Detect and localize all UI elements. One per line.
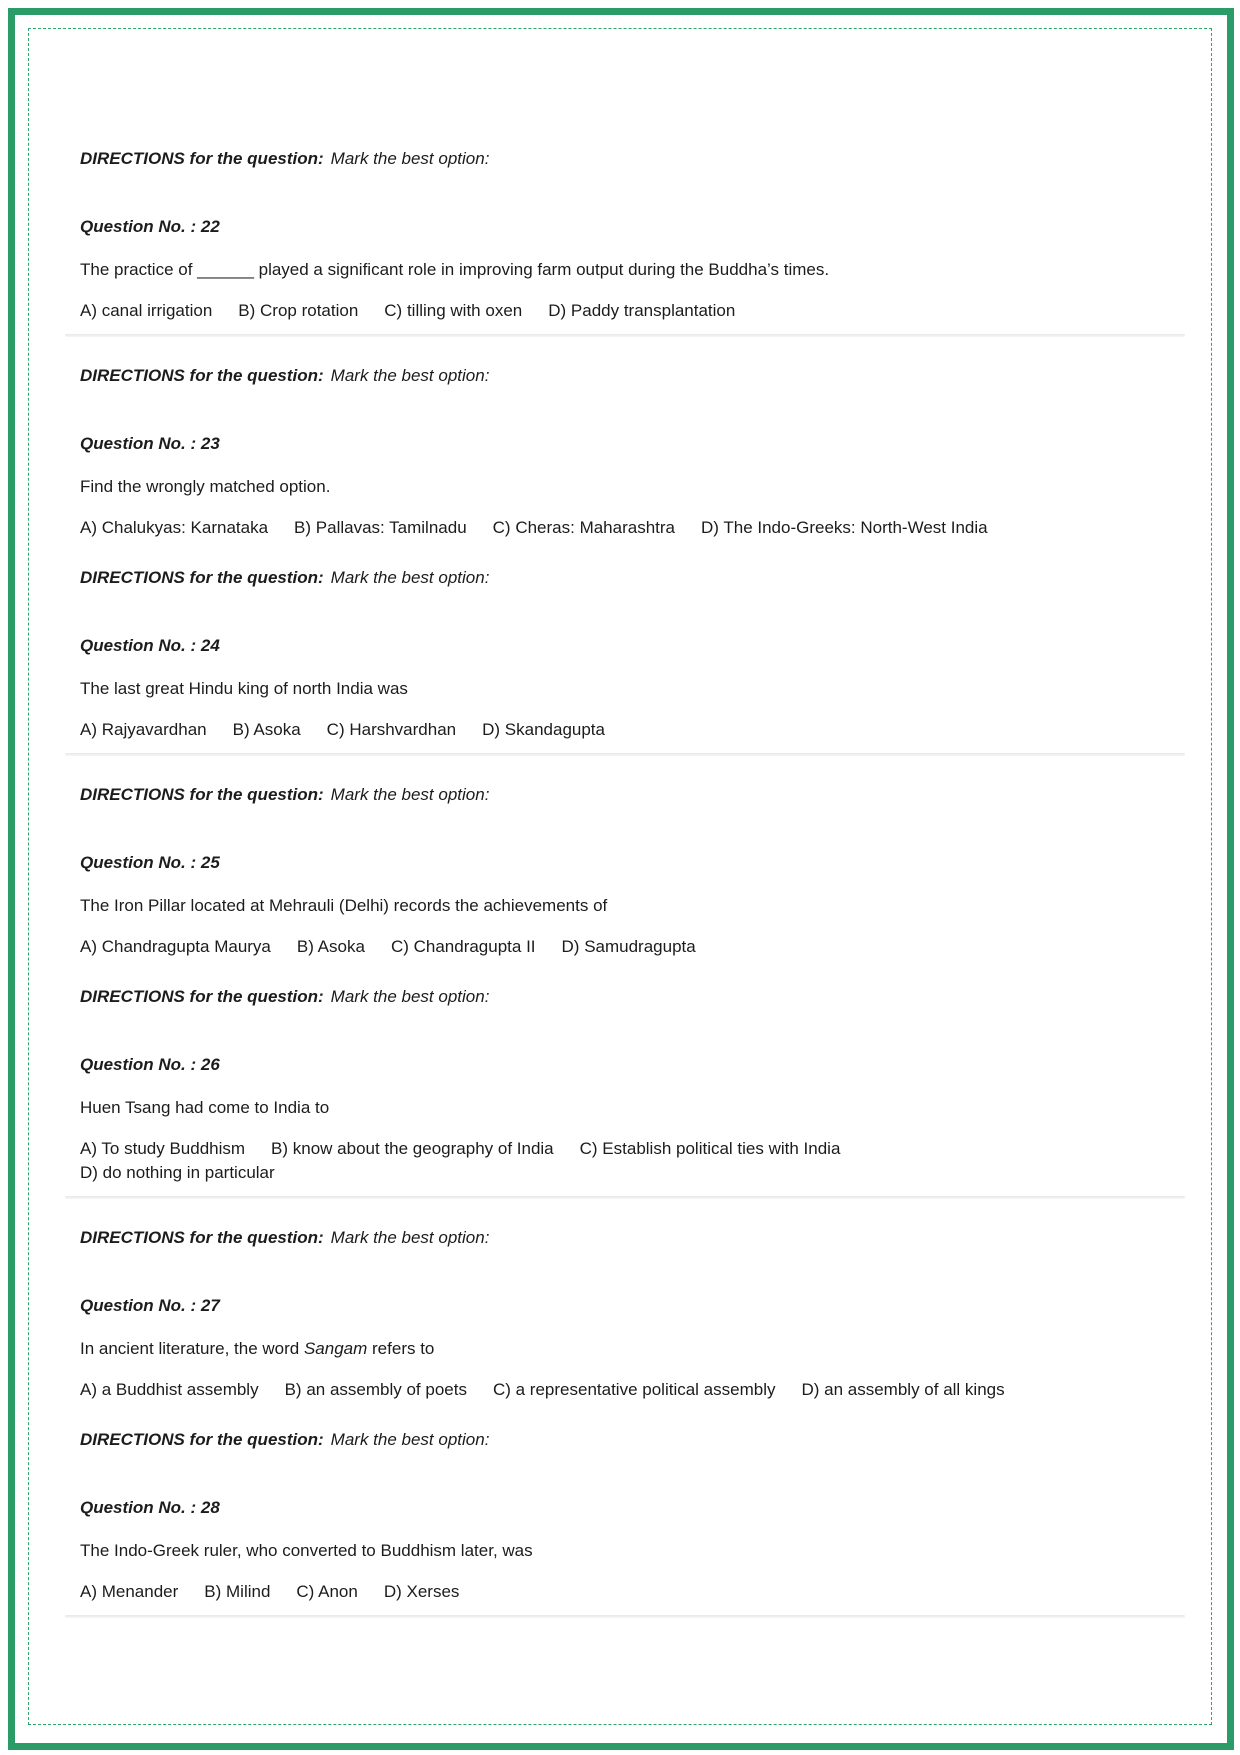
question-text-part: The practice of ______ played a significant role in improving farm output during the Buddha’s times. (80, 260, 830, 279)
question-number: Question No. : 26 (80, 1055, 220, 1074)
option-item: C) Chandragupta II (390, 937, 536, 956)
option-item: B) Asoka (232, 720, 301, 739)
directions-line (80, 148, 1185, 170)
option-item: D) Paddy transplantation (548, 301, 736, 320)
option-item: C) Establish political ties with India (579, 1139, 841, 1158)
question-text-part: In ancient literature, the word (80, 1339, 304, 1358)
directions-line (80, 1429, 1185, 1451)
directions-line (80, 784, 1185, 806)
directions-label: DIRECTIONS for the question: (80, 987, 324, 1006)
question-block (80, 148, 1185, 337)
option-item: C) Harshvardhan (326, 720, 457, 739)
option-item: B) Crop rotation (238, 301, 359, 320)
option-item: A) canal irrigation (80, 301, 213, 320)
option-item: A) Chandragupta Maurya (80, 937, 271, 956)
section-divider (65, 1196, 1185, 1199)
directions-label: DIRECTIONS for the question: (80, 366, 324, 385)
option-item: A) a Buddhist assembly (80, 1380, 259, 1399)
question-text (80, 259, 1185, 281)
options-line (80, 719, 1185, 741)
question-number: Question No. : 25 (80, 853, 220, 872)
option-item: D) Xerses (383, 1582, 460, 1601)
options-line (80, 300, 1185, 322)
directions-label: DIRECTIONS for the question: (80, 785, 324, 804)
options-group (80, 1379, 1185, 1401)
question-block (80, 567, 1185, 756)
directions-instruction: Mark the best option: (330, 1430, 490, 1449)
option-item: C) a representative political assembly (492, 1380, 776, 1399)
question-block (80, 986, 1185, 1199)
option-item: D) Skandagupta (482, 720, 605, 739)
directions-label: DIRECTIONS for the question: (80, 149, 324, 168)
question-block (80, 784, 1185, 958)
options-group (80, 517, 1185, 539)
option-item: D) The Indo-Greeks: North-West India (701, 518, 988, 537)
directions-line (80, 1227, 1185, 1249)
options-line (80, 1581, 1185, 1603)
option-item: C) Anon (296, 1582, 358, 1601)
question-text (80, 678, 1185, 700)
question-block (80, 1429, 1185, 1618)
section-divider (65, 334, 1185, 337)
question-text (80, 895, 1185, 917)
question-text-part: Find the wrongly matched option. (80, 477, 331, 496)
options-group (80, 1138, 1185, 1184)
option-item: B) Pallavas: Tamilnadu (294, 518, 467, 537)
option-item: B) Asoka (296, 937, 365, 956)
directions-label: DIRECTIONS for the question: (80, 568, 324, 587)
question-text-part: The last great Hindu king of north India was (80, 679, 408, 698)
question-number: Question No. : 22 (80, 217, 220, 236)
question-text-part: refers to (367, 1339, 435, 1358)
directions-instruction: Mark the best option: (330, 568, 490, 587)
question-number: Question No. : 28 (80, 1498, 220, 1517)
option-item: D) do nothing in particular (80, 1163, 275, 1182)
question-text (80, 1338, 1185, 1360)
option-item: A) To study Buddhism (80, 1139, 246, 1158)
options-line (80, 1379, 1185, 1401)
option-item: B) know about the geography of India (271, 1139, 554, 1158)
option-item: D) Samudragupta (561, 937, 696, 956)
directions-label: DIRECTIONS for the question: (80, 1228, 324, 1247)
options-line (80, 936, 1185, 958)
options-group (80, 300, 1185, 322)
directions-instruction: Mark the best option: (330, 366, 490, 385)
question-text-part: The Iron Pillar located at Mehrauli (Delhi) records the achievements of (80, 896, 608, 915)
options-group (80, 936, 1185, 958)
section-divider (65, 1615, 1185, 1618)
question-block (80, 365, 1185, 539)
options-group (80, 719, 1185, 741)
directions-line (80, 567, 1185, 589)
option-item: C) tilling with oxen (384, 301, 523, 320)
directions-instruction: Mark the best option: (330, 149, 490, 168)
option-item: A) Chalukyas: Karnataka (80, 518, 269, 537)
options-line (80, 1138, 1185, 1160)
section-divider (65, 753, 1185, 756)
option-item: C) Cheras: Maharashtra (492, 518, 675, 537)
question-text-part: The Indo-Greek ruler, who converted to Buddhism later, was (80, 1541, 533, 1560)
option-item: B) Milind (204, 1582, 271, 1601)
question-text (80, 1540, 1185, 1562)
option-item: A) Menander (80, 1582, 179, 1601)
question-text-part: Sangam (303, 1339, 368, 1358)
questions-container (80, 148, 1185, 1646)
question-text (80, 476, 1185, 498)
option-item: A) Rajyavardhan (80, 720, 207, 739)
option-item: B) an assembly of poets (284, 1380, 467, 1399)
directions-instruction: Mark the best option: (330, 785, 490, 804)
option-item: D) an assembly of all kings (801, 1380, 1005, 1399)
directions-label: DIRECTIONS for the question: (80, 1430, 324, 1449)
options-group (80, 1581, 1185, 1603)
directions-instruction: Mark the best option: (330, 1228, 490, 1247)
options-line (80, 1162, 1185, 1184)
question-number: Question No. : 27 (80, 1296, 220, 1315)
options-line (80, 517, 1185, 539)
question-block (80, 1227, 1185, 1401)
directions-line (80, 986, 1185, 1008)
question-text-part: Huen Tsang had come to India to (80, 1098, 330, 1117)
question-number: Question No. : 24 (80, 636, 220, 655)
directions-line (80, 365, 1185, 387)
question-number: Question No. : 23 (80, 434, 220, 453)
directions-instruction: Mark the best option: (330, 987, 490, 1006)
question-text (80, 1097, 1185, 1119)
